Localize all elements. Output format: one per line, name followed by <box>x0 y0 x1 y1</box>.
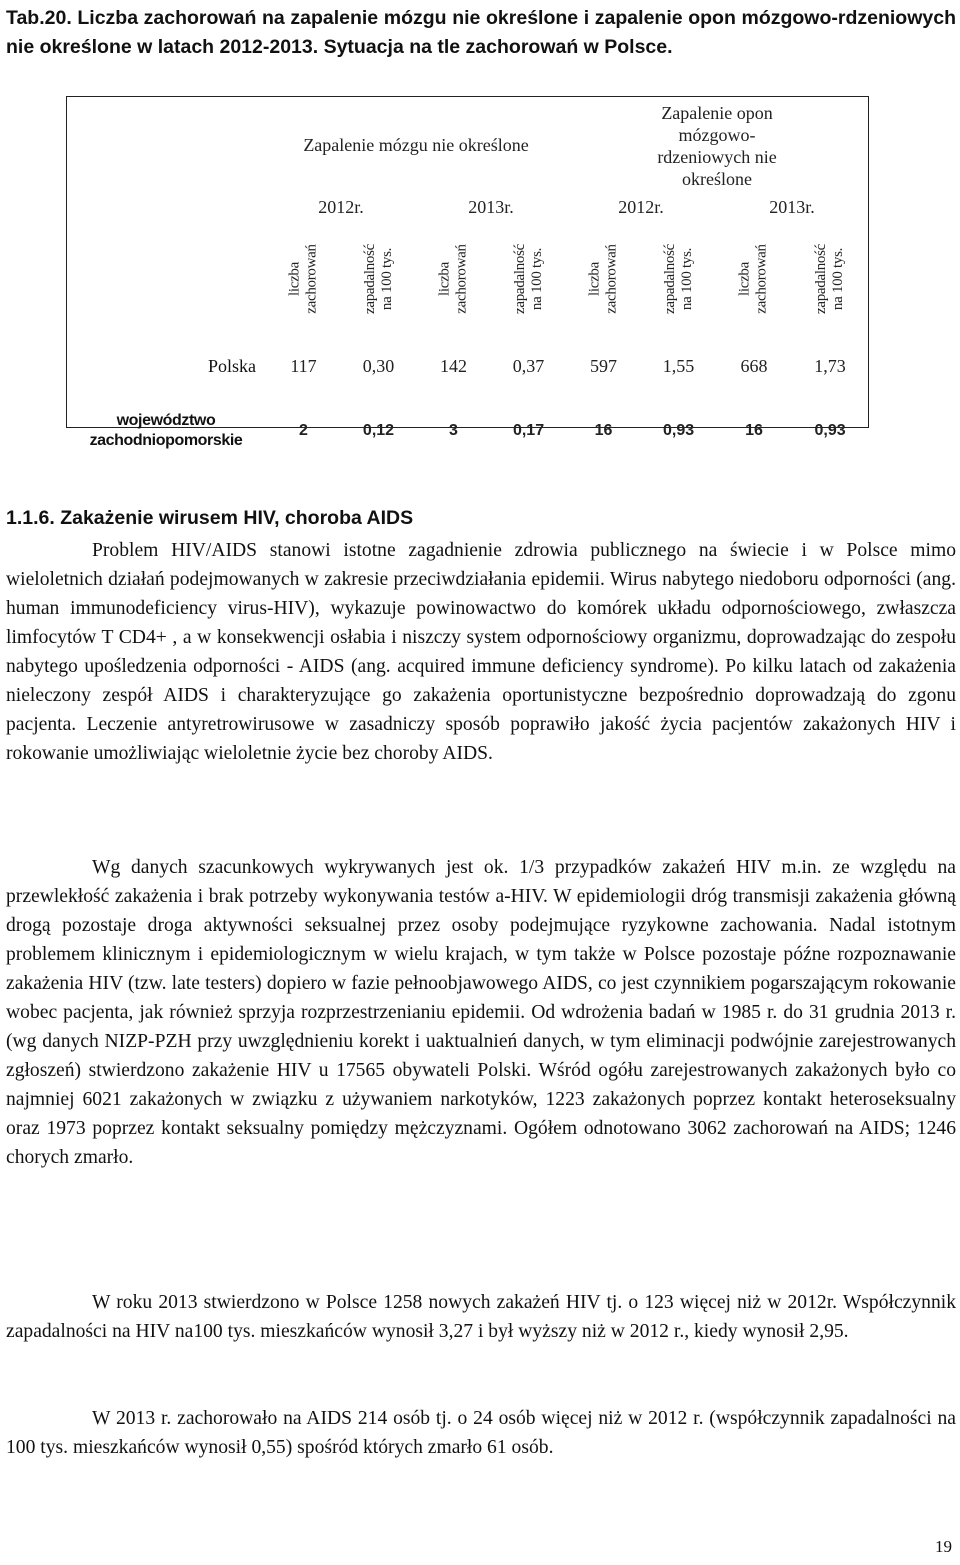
subheader-incidence: zapadalność na 100 tys. <box>511 244 545 314</box>
table-caption: Tab.20. Liczba zachorowań na zapalenie mózgu nie określone i zapalenie opon mózgowo-rdzeniowych nie określone w latach 2012-2013. Sytuacja na tle zachorowań w Polsce. <box>6 7 956 58</box>
table-cell: 0,30 <box>362 355 395 376</box>
subheader-incidence: zapadalność na 100 tys. <box>813 244 847 314</box>
year-header: 2013r. <box>468 196 514 217</box>
table-cell: 0,93 <box>814 421 846 439</box>
group-header-meningitis: Zapalenie opon mózgowo-rdzeniowych nie określone <box>657 103 777 189</box>
disease-table <box>66 96 868 463</box>
table-cell: 0,93 <box>662 421 695 439</box>
subheader-incidence: zapadalność na 100 tys. <box>661 244 695 314</box>
table-cell: 117 <box>290 355 317 376</box>
year-header: 2012r. <box>318 196 364 217</box>
table-row <box>66 334 868 398</box>
table-cell: 1,55 <box>662 355 695 376</box>
table-row <box>66 398 868 463</box>
table-cell: 668 <box>740 355 768 376</box>
table-cell: 142 <box>440 355 467 376</box>
table-cell: 2 <box>299 421 308 439</box>
table-cell: 1,73 <box>814 355 846 376</box>
header-corner <box>66 96 266 190</box>
subheader-corner <box>66 224 266 334</box>
paragraph: Problem HIV/AIDS stanowi istotne zagadnienie zdrowia publicznego na świecie i w Polsce mimo wieloletnich działań podejmowanych w zakresie przeciwdziałania epidemii. Wirus nabytego niedoboru odporności (ang. human immunodeficiency virus-HIV), wykazuje powinowactwo do komórek układu odpornościowego, zwłaszcza limfocytów T CD4+ , a w konsekwencji osłabia i niszczy system odpornościowy organizmu, doprowadzając do zespołu nabytego upośledzenia odporności - AIDS (ang. acquired immune deficiency syndrome). Po kilku latach od zakażenia nieleczony zespół AIDS i charakteryzujące go zakażenia oportunistyczne bezpośrednio doprowadzają do zgonu pacjenta. Leczenie antyretrowirusowe w zasadniczy sposób poprawiło jakość życia pacjentów zakażonych HIV i rokowanie umożliwiając wieloletnie życie bez choroby AIDS. <box>6 540 956 764</box>
table-cell: 3 <box>449 421 458 439</box>
year-header: 2012r. <box>618 196 664 217</box>
subheader-count: liczba zachorowań <box>286 244 320 314</box>
year-header: 2013r. <box>769 196 815 217</box>
year-corner <box>66 190 266 224</box>
section-heading: 1.1.6. Zakażenie wirusem HIV, choroba AIDS <box>6 507 414 529</box>
table-cell: 16 <box>745 421 763 439</box>
paragraph: W roku 2013 stwierdzono w Polsce 1258 nowych zakażeń HIV tj. o 123 więcej niż w 2012r. Współczynnik zapadalności na HIV na100 tys. mieszkańców wynosił 3,27 i był wyższy niż w 2012 r., kiedy wynosił 2,95. <box>6 1292 956 1342</box>
subheader-count: liczba zachorowań <box>436 244 470 314</box>
row-label: województwo zachodniopomorskie <box>89 411 243 449</box>
table-cell: 16 <box>594 421 613 439</box>
group-header-encephalitis: Zapalenie mózgu nie określone <box>303 135 529 155</box>
subheader-count: liczba zachorowań <box>586 244 620 314</box>
paragraph: Wg danych szacunkowych wykrywanych jest ok. 1/3 przypadków zakażeń HIV m.in. ze względu na przewlekłość zakażenia i brak potrzeby wykonywania testów a-HIV. W epidemiologii dróg transmisji zakażenia główną drogą pozostaje droga aktywności seksualnej przez osoby podejmujące ryzykowne zachowania. Nadal istotnym problemem klinicznym i epidemiologicznym w wielu krajach, w tym także w Polsce pozostaje późne rozpoznawanie zakażenia HIV (tzw. late testers) dopiero w fazie pełnoobjawowego AIDS, co jest czynnikiem pogarszającym rokowanie wobec pacjenta, jak również sprzyja rozprzestrzenianiu epidemii. Od wdrożenia badań w 1985 r. do 31 grudnia 2013 r. (wg danych NIZP-PZH przy uwzględnieniu korekt i uaktualnień danych, w tym eliminacji podwójnie zarejestrowanych zgłoszeń) stwierdzono zakażenie HIV u 17565 obywateli Polski. Wśród ogółu zarejestrowanych zakażonych było co najmniej 6021 zakażonych w związku z używaniem narkotyków, 1223 zakażonych poprzez kontakt heteroseksualny oraz 1973 poprzez kontakt seksualny pomiędzy mężczyznami. Ogółem odnotowano 3062 zachorowań na AIDS; 1246 chorych zmarło. <box>6 857 956 1168</box>
page-number: 19 <box>935 1537 952 1556</box>
subheader-incidence: zapadalność na 100 tys. <box>361 244 395 314</box>
paragraph: W 2013 r. zachorowało na AIDS 214 osób tj. o 24 osób więcej niż w 2012 r. (współczynnik zapadalności na 100 tys. mieszkańców wynosił 0,55) spośród których zmarło 61 osób. <box>6 1408 956 1458</box>
table-cell: 0,12 <box>362 421 395 439</box>
table-cell: 597 <box>590 355 618 376</box>
subheader-count: liczba zachorowań <box>737 244 771 314</box>
table-cell: 0,37 <box>512 355 545 376</box>
row-label: Polska <box>207 355 256 376</box>
table-cell: 0,17 <box>512 421 545 439</box>
